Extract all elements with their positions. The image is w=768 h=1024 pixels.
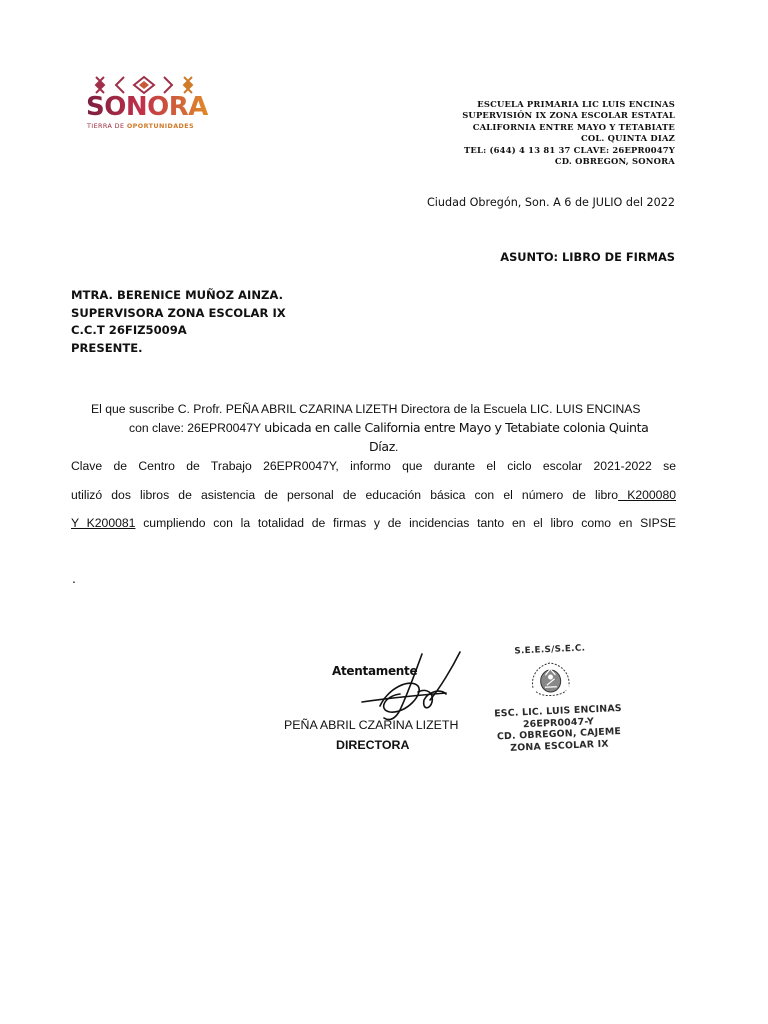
school-stamp [482, 633, 638, 769]
handwritten-signature-icon [360, 648, 470, 728]
body-line-1: El que suscribe C. Profr. PEÑA ABRIL CZARINA LIZETH Directora de la Escuela LIC. LUIS ENCINAS [91, 402, 641, 416]
signer-title: DIRECTORA [336, 738, 410, 752]
body-line-6: Y K200081 cumpliendo con la totalidad de firmas y de incidencias tanto en el libro como en SIPSE [71, 516, 676, 530]
school-header-line: COL. QUINTA DIAZ [580, 133, 675, 144]
trailing-period: . [72, 570, 76, 586]
sonora-logo [84, 72, 208, 132]
body-line-3: Díaz. [369, 439, 398, 454]
stamp-line: ZONA ESCOLAR IX [510, 738, 609, 754]
subject-line: ASUNTO: LIBRO DE FIRMAS [500, 250, 675, 264]
stamp-line: CD. OBREGON, CAJEME [496, 726, 622, 743]
signer-name: PEÑA ABRIL CZARINA LIZETH [284, 718, 459, 732]
school-header-line: CD. OBREGON, SONORA [554, 156, 675, 167]
book-number-2: Y K200081 [71, 516, 136, 530]
body-line-4: Clave de Centro de Trabajo 26EPR0047Y, informo que durante el ciclo escolar 2021-2022 se [71, 459, 676, 473]
school-code-text: con clave: 26EPR0047Y [129, 421, 265, 435]
stamp-line: ESC. LIC. LUIS ENCINAS [493, 702, 623, 720]
body-line-2 [129, 420, 649, 436]
stamp-agency: S.E.E.S/S.E.C. [514, 643, 586, 657]
stamp-line: 26EPR0047-Y [522, 715, 595, 730]
mexican-coat-of-arms-icon [526, 656, 576, 704]
signoff: Atentamente [332, 664, 418, 678]
book-number-1: K200080 [618, 488, 676, 502]
stamp-text [489, 703, 629, 755]
recipient-cct: C.C.T 26FIZ5009A [71, 323, 187, 337]
school-location-text: ubicada en calle California entre Mayo y Tetabiate colonia Quinta [264, 420, 649, 435]
school-header-line: ESCUELA PRIMARIA LIC LUIS ENCINAS [477, 99, 675, 109]
school-header-line: SUPERVISIÓN IX ZONA ESCOLAR ESTATAL [462, 110, 675, 121]
school-header [462, 99, 675, 167]
school-header-line: TEL: (644) 4 13 81 37 CLAVE: 26EPR0047Y [463, 144, 675, 155]
logo-tagline: TIERRA DE OPORTUNIDADES [87, 122, 195, 130]
body-line-5: utilizó dos libros de asistencia de personal de educación básica con el número de libro K200080 [71, 488, 676, 502]
recipient-name: MTRA. BERENICE MUÑOZ AINZA. [71, 288, 284, 302]
recipient-greeting: PRESENTE. [71, 340, 143, 355]
school-header-line: CALIFORNIA ENTRE MAYO Y TETABIATE [472, 121, 675, 132]
logo-wordmark: SONORA [86, 92, 208, 122]
recipient-block [71, 287, 286, 357]
recipient-position: SUPERVISORA ZONA ESCOLAR IX [71, 305, 286, 320]
date-line: Ciudad Obregón, Son. A 6 de JULIO del 2022 [427, 196, 675, 209]
